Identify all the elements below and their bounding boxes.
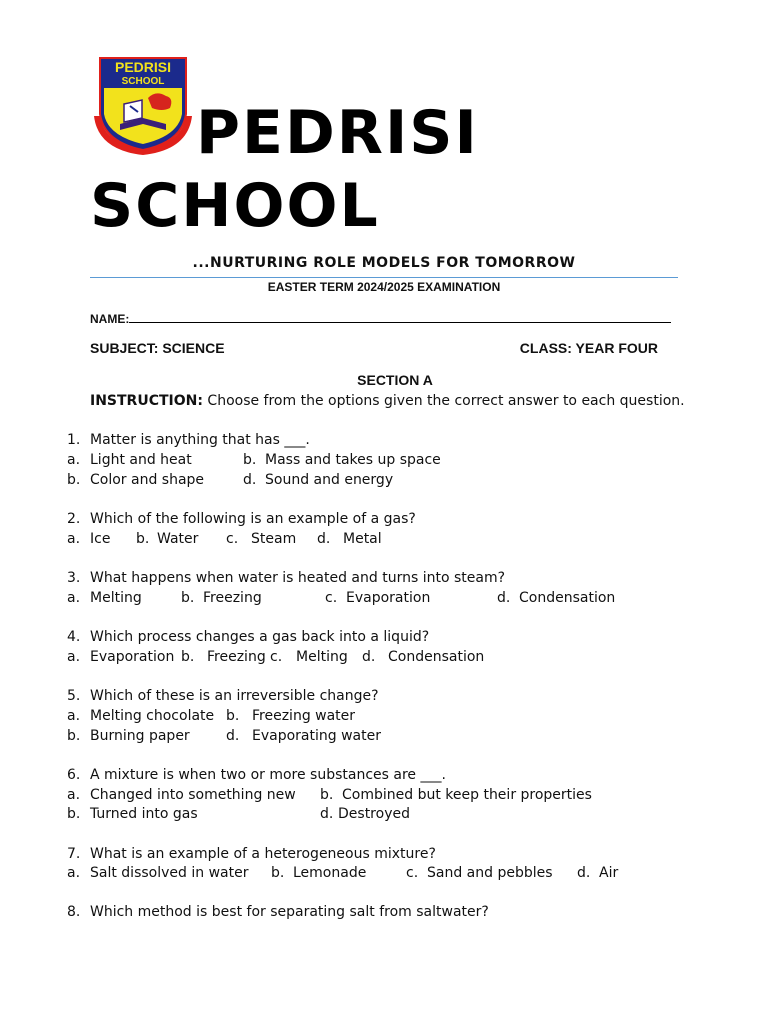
question-number: 1. bbox=[67, 432, 81, 448]
option-text[interactable]: Air bbox=[599, 865, 619, 881]
name-label: NAME: bbox=[90, 312, 130, 326]
option-text[interactable]: Condensation bbox=[519, 590, 616, 606]
option-label: d. bbox=[320, 806, 334, 822]
name-blank-line[interactable] bbox=[129, 311, 671, 323]
option-text[interactable]: Destroyed bbox=[338, 806, 410, 822]
option-text[interactable]: Sound and energy bbox=[265, 472, 394, 488]
exam-term: EASTER TERM 2024/2025 EXAMINATION bbox=[267, 280, 501, 294]
option-label: c. bbox=[325, 590, 338, 606]
option-text[interactable]: Melting bbox=[90, 590, 142, 606]
option-text[interactable]: Burning paper bbox=[90, 728, 190, 744]
option-label: b. bbox=[226, 708, 240, 724]
option-label: b. bbox=[67, 728, 81, 744]
option-label: d. bbox=[497, 590, 511, 606]
option-label: b. bbox=[181, 590, 195, 606]
subject-label: SUBJECT: SCIENCE bbox=[90, 340, 225, 356]
option-text[interactable]: Light and heat bbox=[90, 452, 192, 468]
option-label: d. bbox=[226, 728, 240, 744]
option-label: b. bbox=[136, 531, 150, 547]
option-text[interactable]: Color and shape bbox=[90, 472, 205, 488]
option-text[interactable]: Freezing water bbox=[252, 708, 356, 724]
option-text[interactable]: Evaporating water bbox=[252, 728, 381, 744]
school-logo bbox=[90, 54, 196, 158]
option-label: d. bbox=[362, 649, 376, 665]
name-field[interactable] bbox=[90, 311, 671, 326]
option-text[interactable]: Melting bbox=[296, 649, 348, 665]
option-text[interactable]: Metal bbox=[343, 531, 382, 547]
question-text: Matter is anything that has ___. bbox=[90, 432, 310, 448]
question-number: 7. bbox=[67, 846, 81, 862]
option-label: b. bbox=[67, 806, 81, 822]
logo-text-pedrisi: PEDRISI bbox=[114, 59, 172, 75]
logo-text-school: SCHOOL bbox=[121, 76, 165, 87]
option-text[interactable]: Combined but keep their properties bbox=[342, 787, 592, 803]
question-text: Which of the following is an example of a gas? bbox=[90, 511, 416, 527]
instruction bbox=[90, 393, 685, 409]
option-text[interactable]: Salt dissolved in water bbox=[90, 865, 249, 881]
question-text: A mixture is when two or more substances are ___. bbox=[90, 767, 446, 783]
question-text: What is an example of a heterogeneous mixture? bbox=[90, 846, 436, 862]
option-label: b. bbox=[320, 787, 334, 803]
option-text[interactable]: Water bbox=[157, 531, 199, 547]
question-text: What happens when water is heated and turns into steam? bbox=[90, 570, 506, 586]
option-text[interactable]: Turned into gas bbox=[90, 806, 198, 822]
header-divider bbox=[90, 277, 678, 278]
instruction-text: Choose from the options given the correct answer to each question. bbox=[207, 393, 685, 409]
class-label: CLASS: YEAR FOUR bbox=[519, 340, 658, 356]
option-label: a. bbox=[67, 452, 81, 468]
option-label: c. bbox=[226, 531, 239, 547]
option-text[interactable]: Sand and pebbles bbox=[427, 865, 553, 881]
option-label: d. bbox=[577, 865, 591, 881]
question-number: 3. bbox=[67, 570, 81, 586]
option-label: c. bbox=[270, 649, 283, 665]
question-number: 8. bbox=[67, 904, 81, 920]
option-label: b. bbox=[181, 649, 195, 665]
option-label: c. bbox=[406, 865, 419, 881]
option-text[interactable]: Evaporation bbox=[90, 649, 175, 665]
option-label: a. bbox=[67, 708, 81, 724]
option-text[interactable]: Steam bbox=[251, 531, 297, 547]
option-label: a. bbox=[67, 531, 81, 547]
question-number: 2. bbox=[67, 511, 81, 527]
question-text: Which process changes a gas back into a liquid? bbox=[90, 629, 430, 645]
option-label: a. bbox=[67, 590, 81, 606]
option-label: d. bbox=[243, 472, 257, 488]
option-text[interactable]: Evaporation bbox=[346, 590, 431, 606]
option-label: a. bbox=[67, 865, 81, 881]
instruction-label: INSTRUCTION: bbox=[90, 393, 203, 409]
option-text[interactable]: Melting chocolate bbox=[90, 708, 215, 724]
option-label: b. bbox=[271, 865, 285, 881]
option-text[interactable]: Changed into something new bbox=[90, 787, 296, 803]
option-label: b. bbox=[67, 472, 81, 488]
option-text[interactable]: Freezing bbox=[207, 649, 266, 665]
option-label: d. bbox=[317, 531, 331, 547]
option-text[interactable]: Ice bbox=[90, 531, 111, 547]
question-number: 5. bbox=[67, 688, 81, 704]
option-text[interactable]: Condensation bbox=[388, 649, 485, 665]
question-number: 4. bbox=[67, 629, 81, 645]
option-text[interactable]: Freezing bbox=[203, 590, 262, 606]
school-motto: ...NURTURING ROLE MODELS FOR TOMORROW bbox=[192, 255, 576, 271]
question-text: Which method is best for separating salt from saltwater? bbox=[90, 904, 489, 920]
school-name-line2: SCHOOL bbox=[90, 171, 380, 241]
option-text[interactable]: Mass and takes up space bbox=[265, 452, 441, 468]
question-number: 6. bbox=[67, 767, 81, 783]
option-label: b. bbox=[243, 452, 257, 468]
section-title: SECTION A bbox=[357, 372, 433, 388]
question-text: Which of these is an irreversible change? bbox=[90, 688, 379, 704]
option-label: a. bbox=[67, 787, 81, 803]
option-text[interactable]: Lemonade bbox=[293, 865, 367, 881]
school-name-line1: PEDRISI bbox=[196, 98, 479, 168]
option-label: a. bbox=[67, 649, 81, 665]
